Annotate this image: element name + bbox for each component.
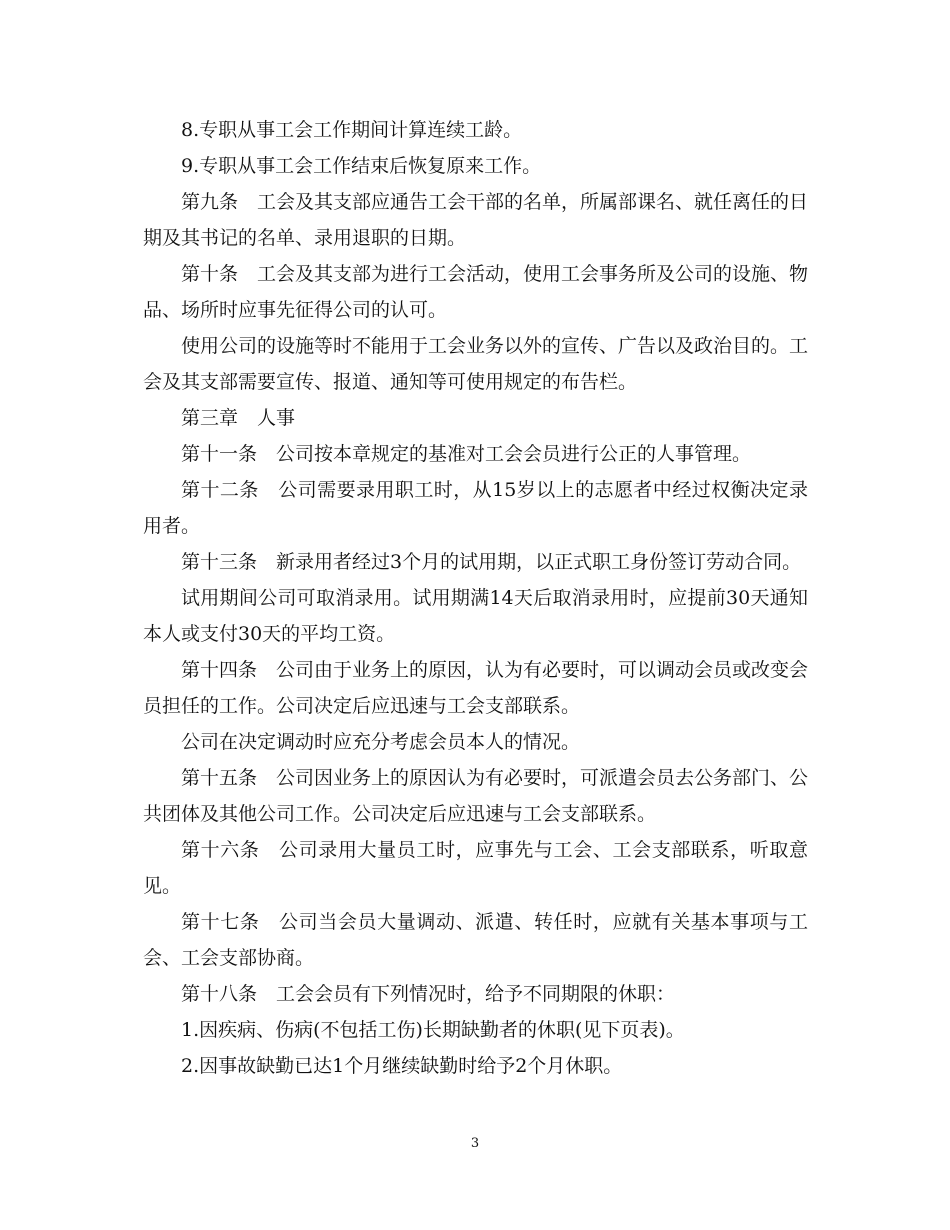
paragraph: 8.专职从事工会工作期间计算连续工龄。 (181, 119, 523, 141)
list-item: 1.因疾病、伤病(不包括工伤)长期缺勤者的休职(见下页表)。 (181, 1019, 685, 1041)
paragraph: 使用公司的设施等时不能用于工会业务以外的宣传、广告以及政治目的。工会及其支部需要宣传、报道、通知等可使用规定的布告栏。 (143, 335, 809, 393)
paragraph: 公司在决定调动时应充分考虑会员本人的情况。 (181, 731, 581, 753)
paragraph: 第十五条 公司因业务上的原因认为有必要时，可派遣会员去公务部门、公共团体及其他公司工作。公司决定后应迅速与工会支部联系。 (143, 767, 809, 825)
paragraph: 9.专职从事工会工作结束后恢复原来工作。 (181, 155, 542, 177)
list-item: 2.因事故缺勤已达1个月继续缺勤时给予2个月休职。 (181, 1055, 623, 1077)
paragraph: 第十一条 公司按本章规定的基准对工会会员进行公正的人事管理。 (181, 443, 752, 465)
paragraph: 第十三条 新录用者经过3个月的试用期，以正式职工身份签订劳动合同。 (181, 551, 802, 573)
paragraph: 第十二条 公司需要录用职工时，从15岁以上的志愿者中经过权衡决定录用者。 (143, 479, 808, 537)
paragraph: 第十条 工会及其支部为进行工会活动，使用工会事务所及公司的设施、物品、场所时应事先征得公司的认可。 (143, 263, 809, 321)
paragraph: 第十四条 公司由于业务上的原因，认为有必要时，可以调动会员或改变会员担任的工作。公司决定后应迅速与工会支部联系。 (143, 659, 809, 717)
document-body (143, 112, 808, 1084)
page-number: 3 (470, 1136, 480, 1151)
paragraph: 试用期间公司可取消录用。试用期满14天后取消录用时，应提前30天通知本人或支付30天的平均工资。 (143, 587, 808, 645)
paragraph: 第九条 工会及其支部应通告工会干部的名单，所属部课名、就任离任的日期及其书记的名单、录用退职的日期。 (143, 191, 809, 249)
chapter-heading: 第三章 人事 (181, 407, 296, 429)
paragraph: 第十八条 工会会员有下列情况时，给予不同期限的休职： (181, 983, 676, 1005)
paragraph: 第十七条 公司当会员大量调动、派遣、转任时，应就有关基本事项与工会、工会支部协商。 (143, 911, 808, 969)
paragraph: 第十六条 公司录用大量员工时，应事先与工会、工会支部联系，听取意见。 (143, 839, 808, 897)
